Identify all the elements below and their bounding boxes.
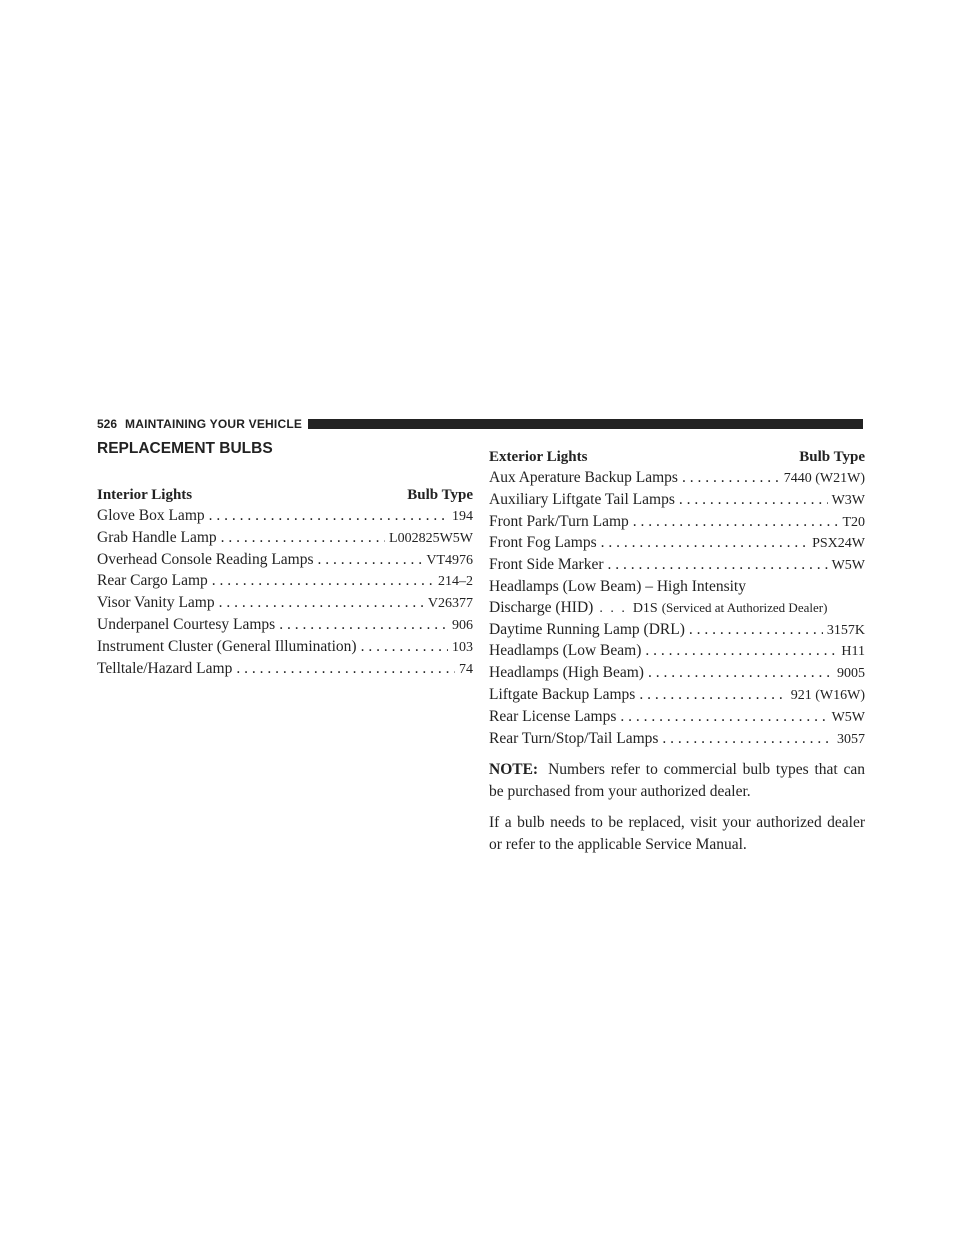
leader-dots bbox=[682, 468, 780, 489]
interior-table-header bbox=[97, 485, 473, 505]
table-row bbox=[489, 490, 865, 512]
table-row bbox=[489, 533, 865, 555]
leader-dots: . . . bbox=[599, 600, 627, 616]
leader-dots bbox=[639, 685, 786, 706]
note-paragraph bbox=[489, 759, 865, 803]
leader-dots bbox=[679, 490, 828, 511]
lamp-name: Auxiliary Liftgate Tail Lamps bbox=[489, 490, 675, 508]
leader-dots bbox=[221, 528, 385, 549]
lamp-name: Headlamps (Low Beam) – High Intensity bbox=[489, 577, 746, 595]
leader-dots bbox=[608, 555, 828, 576]
bulb-type: W3W bbox=[831, 492, 865, 508]
lamp-name: Rear Turn/Stop/Tail Lamps bbox=[489, 729, 659, 747]
bulb-type: T20 bbox=[842, 514, 865, 530]
leader-dots bbox=[620, 707, 827, 728]
leader-dots bbox=[633, 512, 839, 533]
table-row bbox=[97, 506, 473, 528]
exterior-lights-table bbox=[489, 447, 865, 856]
table-row bbox=[489, 685, 865, 707]
leader-dots bbox=[209, 506, 448, 527]
bulb-type: 214–2 bbox=[438, 574, 473, 590]
leader-dots bbox=[645, 641, 837, 662]
header-rule bbox=[308, 419, 863, 429]
lamp-name: Grab Handle Lamp bbox=[97, 528, 217, 546]
interior-col-type: Bulb Type bbox=[407, 487, 473, 503]
bulb-type: W5W bbox=[831, 558, 865, 574]
lamp-name: Glove Box Lamp bbox=[97, 507, 205, 524]
table-row bbox=[97, 637, 473, 659]
lamp-name: Aux Aperature Backup Lamps bbox=[489, 469, 678, 486]
table-row bbox=[489, 512, 865, 534]
lamp-name: Telltale/Hazard Lamp bbox=[97, 659, 233, 677]
table-row bbox=[97, 593, 473, 615]
lamp-name: Daytime Running Lamp (DRL) bbox=[489, 620, 685, 638]
bulb-type: 74 bbox=[459, 661, 473, 677]
lamp-name: Headlamps (High Beam) bbox=[489, 664, 644, 682]
leader-dots bbox=[212, 571, 434, 592]
section-title: REPLACEMENT BULBS bbox=[97, 440, 273, 457]
interior-lights-table bbox=[97, 485, 473, 680]
lamp-name: Front Fog Lamps bbox=[489, 534, 597, 552]
lamp-name: Front Park/Turn Lamp bbox=[489, 512, 629, 530]
bulb-type: 7440 (W21W) bbox=[783, 471, 865, 486]
page-number: 526 bbox=[97, 417, 118, 431]
table-row bbox=[489, 641, 865, 663]
bulb-type: W5W bbox=[831, 709, 865, 725]
bulb-type: PSX24W bbox=[812, 536, 865, 552]
table-row-hid-line2 bbox=[489, 598, 865, 620]
exterior-col-type: Bulb Type bbox=[799, 449, 865, 465]
lamp-name: Discharge (HID) bbox=[489, 598, 594, 616]
lamp-name: Overhead Console Reading Lamps bbox=[97, 550, 314, 568]
service-paragraph: If a bulb needs to be replaced, visit your authorized dealer or refer to the applicable Service Manual. bbox=[489, 814, 865, 854]
bulb-type: 9005 bbox=[837, 666, 865, 682]
bulb-type: 194 bbox=[452, 509, 473, 524]
interior-col-name: Interior Lights bbox=[97, 487, 193, 503]
table-row bbox=[489, 620, 865, 642]
note-text: Numbers refer to commercial bulb types that can be purchased from your authorized dealer. bbox=[489, 761, 865, 801]
lamp-name: Underpanel Courtesy Lamps bbox=[97, 615, 276, 633]
table-row bbox=[97, 615, 473, 637]
leader-dots bbox=[279, 615, 448, 636]
lamp-name: Instrument Cluster (General Illumination) bbox=[97, 637, 357, 655]
interior-rows bbox=[97, 506, 473, 680]
lamp-name: Rear Cargo Lamp bbox=[97, 572, 208, 590]
table-row bbox=[97, 528, 473, 550]
page-header bbox=[97, 416, 863, 432]
leader-dots bbox=[689, 620, 823, 641]
bulb-type: V26377 bbox=[427, 596, 473, 612]
note-label: NOTE: bbox=[489, 761, 539, 779]
bulb-type: 921 (W16W) bbox=[790, 687, 865, 703]
table-row bbox=[489, 707, 865, 729]
leader-dots bbox=[662, 729, 833, 750]
table-row bbox=[97, 550, 473, 572]
bulb-type: H11 bbox=[841, 644, 865, 660]
table-row bbox=[489, 468, 865, 490]
leader-dots bbox=[361, 637, 448, 658]
table-row-hid-line1 bbox=[489, 577, 865, 598]
exterior-col-name: Exterior Lights bbox=[489, 449, 588, 465]
table-row bbox=[97, 571, 473, 593]
table-row bbox=[489, 555, 865, 577]
exterior-table-header bbox=[489, 447, 865, 467]
lamp-name: Visor Vanity Lamp bbox=[97, 594, 215, 612]
bulb-type: D1S bbox=[632, 600, 658, 616]
lamp-name: Front Side Marker bbox=[489, 556, 604, 574]
bulb-type: 3057 bbox=[837, 731, 865, 747]
lamp-name: Headlamps (Low Beam) bbox=[489, 642, 642, 660]
bulb-type: 103 bbox=[452, 639, 473, 655]
section-name: MAINTAINING YOUR VEHICLE bbox=[125, 417, 303, 431]
leader-dots bbox=[219, 593, 424, 614]
leader-dots bbox=[318, 550, 423, 571]
leader-dots bbox=[601, 533, 808, 554]
bulb-type: VT4976 bbox=[426, 552, 473, 568]
exterior-rows bbox=[489, 468, 865, 750]
bulb-type: 906 bbox=[452, 617, 473, 633]
table-row bbox=[489, 663, 865, 685]
bulb-type: 3157K bbox=[826, 622, 865, 638]
bulb-type: L002825W5W bbox=[389, 530, 473, 546]
leader-dots bbox=[236, 659, 455, 680]
table-row bbox=[97, 659, 473, 681]
bulb-type-note: (Serviced at Authorized Dealer) bbox=[661, 599, 828, 615]
table-row bbox=[489, 729, 865, 751]
leader-dots bbox=[648, 663, 833, 684]
lamp-name: Rear License Lamps bbox=[489, 707, 617, 725]
lamp-name: Liftgate Backup Lamps bbox=[489, 685, 636, 703]
